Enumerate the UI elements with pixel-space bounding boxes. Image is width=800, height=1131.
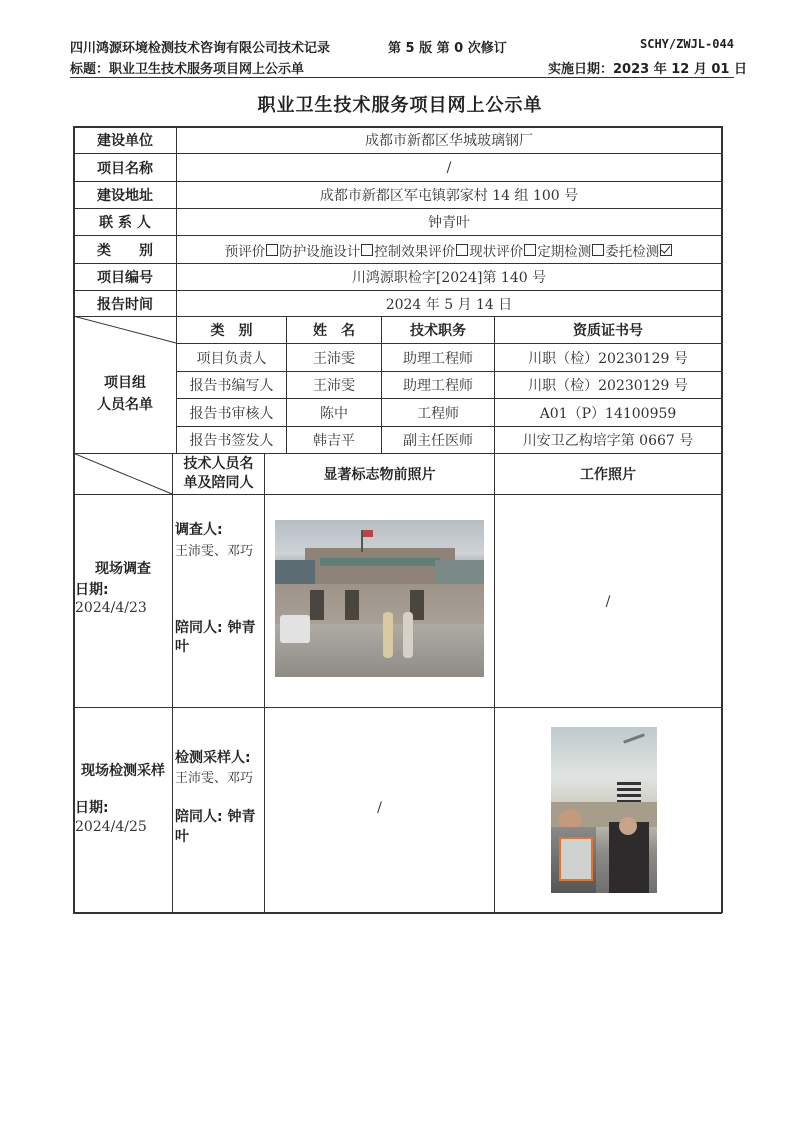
category-option-label: 预评价 <box>224 243 266 260</box>
contact-value: 钟青叶 <box>428 215 470 231</box>
checkbox-icon[interactable] <box>266 244 278 256</box>
number-value: 川鸿源职检字[2024]第 140 号 <box>351 270 547 286</box>
staff-header-title: 技术职务 <box>410 323 466 339</box>
sampling-marker-photo-placeholder: / <box>377 800 382 816</box>
staff-row-4-title: 副主任医师 <box>403 433 473 449</box>
version-label: 第 5 版 第 0 次修订 <box>388 41 507 56</box>
staff-row-1-name: 王沛雯 <box>313 350 355 367</box>
checkbox-icon[interactable] <box>660 244 672 256</box>
sampling-staff: 王沛雯、邓巧 <box>175 770 254 786</box>
staff-row-4-role: 报告书签发人 <box>189 433 274 449</box>
effective-date: 实施日期：2023 年 12 月 01 日 <box>548 62 747 77</box>
category-label: 类 别 <box>97 242 153 259</box>
survey-staff: 王沛雯、邓巧 <box>175 543 254 559</box>
staff-row-3-role: 报告书审核人 <box>189 405 274 422</box>
staff-row-2-cert: 川职（检）20230129 号 <box>528 378 688 394</box>
category-option-label: 现状评价 <box>469 243 524 260</box>
sampling-escort-cont: 叶 <box>175 829 189 845</box>
unit-label: 建设单位 <box>97 133 153 149</box>
address-value: 成都市新都区军屯镇郭家村 14 组 100 号 <box>319 188 579 204</box>
staff-row-3-cert: A01（P）14100959 <box>539 405 677 422</box>
sampling-date-label: 日期: <box>75 800 109 816</box>
col-marker-photo: 显著标志物前照片 <box>323 467 436 483</box>
survey-staff-label: 调查人: <box>175 522 223 538</box>
number-label: 项目编号 <box>97 270 153 286</box>
staff-group-label <box>74 372 176 422</box>
checkbox-icon[interactable] <box>456 244 468 256</box>
sampling-staff-label: 检测采样人: <box>175 750 251 766</box>
category-option-label: 委托检测 <box>605 243 660 260</box>
survey-escort-label: 陪同人: 钟青 <box>175 620 256 636</box>
checkbox-icon[interactable] <box>524 244 536 256</box>
staff-row-1-cert: 川职（检）20230129 号 <box>528 350 688 367</box>
staff-row-2-name: 王沛雯 <box>313 378 355 394</box>
staff-header-certificate: 资质证书号 <box>573 323 643 339</box>
checkbox-icon[interactable] <box>361 244 373 256</box>
project-label: 项目名称 <box>97 160 153 177</box>
survey-work-photo-placeholder: / <box>605 594 611 610</box>
category-option-label: 防护设施设计 <box>279 243 361 260</box>
staff-row-1-title: 助理工程师 <box>403 350 473 367</box>
col-work-photo: 工作照片 <box>580 467 636 483</box>
report-time-label: 报告时间 <box>97 296 153 313</box>
col-tech-staff <box>173 455 264 493</box>
subject-label: 标题：职业卫生技术服务项目网上公示单 <box>70 62 305 77</box>
address-label: 建设地址 <box>97 188 153 204</box>
page-title: 职业卫生技术服务项目网上公示单 <box>257 95 543 116</box>
staff-row-1-role: 项目负责人 <box>196 350 267 367</box>
sampling-escort-label: 陪同人: 钟青 <box>175 809 256 825</box>
survey-label: 现场调查 <box>95 561 151 577</box>
staff-row-4-name: 韩吉平 <box>313 433 355 449</box>
sampling-label: 现场检测采样 <box>81 763 165 779</box>
category-option-label: 定期检测 <box>537 243 592 260</box>
survey-date: 2024/4/23 <box>75 600 147 616</box>
category-option-label: 控制效果评价 <box>374 243 456 260</box>
survey-escort-cont: 叶 <box>175 639 189 655</box>
staff-row-3-name: 陈中 <box>320 405 348 422</box>
staff-row-2-title: 助理工程师 <box>403 378 473 394</box>
staff-row-2-role: 报告书编写人 <box>189 378 274 394</box>
staff-header-category: 类 别 <box>210 323 253 339</box>
sampling-date: 2024/4/25 <box>75 819 147 835</box>
staff-group-label-line2: 人员名单 <box>97 397 153 413</box>
company-header: 四川鸿源环境检测技术咨询有限公司技术记录 <box>70 41 331 56</box>
unit-value: 成都市新都区华城玻璃钢厂 <box>365 133 533 149</box>
staff-row-3-title: 工程师 <box>417 405 459 422</box>
contact-label: 联 系 人 <box>99 215 151 231</box>
col-tech-staff-line2: 单及陪同人 <box>183 475 254 491</box>
staff-group-label-line1: 项目组 <box>104 375 146 391</box>
document-code: SCHY/ZWJL-044 <box>640 37 734 51</box>
report-time-value: 2024 年 5 月 14 日 <box>385 296 513 313</box>
category-options <box>177 236 721 263</box>
staff-row-4-cert: 川安卫乙构培字第 0667 号 <box>522 433 694 449</box>
marker-photo-survey <box>275 520 484 677</box>
diagonal-slash-photos <box>73 453 173 495</box>
diagonal-slash-staff <box>73 316 177 344</box>
checkbox-icon[interactable] <box>592 244 604 256</box>
project-value: / <box>446 159 452 176</box>
staff-header-name: 姓 名 <box>313 323 355 339</box>
survey-date-label: 日期: <box>75 582 109 598</box>
col-tech-staff-line1: 技术人员名 <box>183 456 254 472</box>
work-photo-sampling <box>551 727 657 893</box>
